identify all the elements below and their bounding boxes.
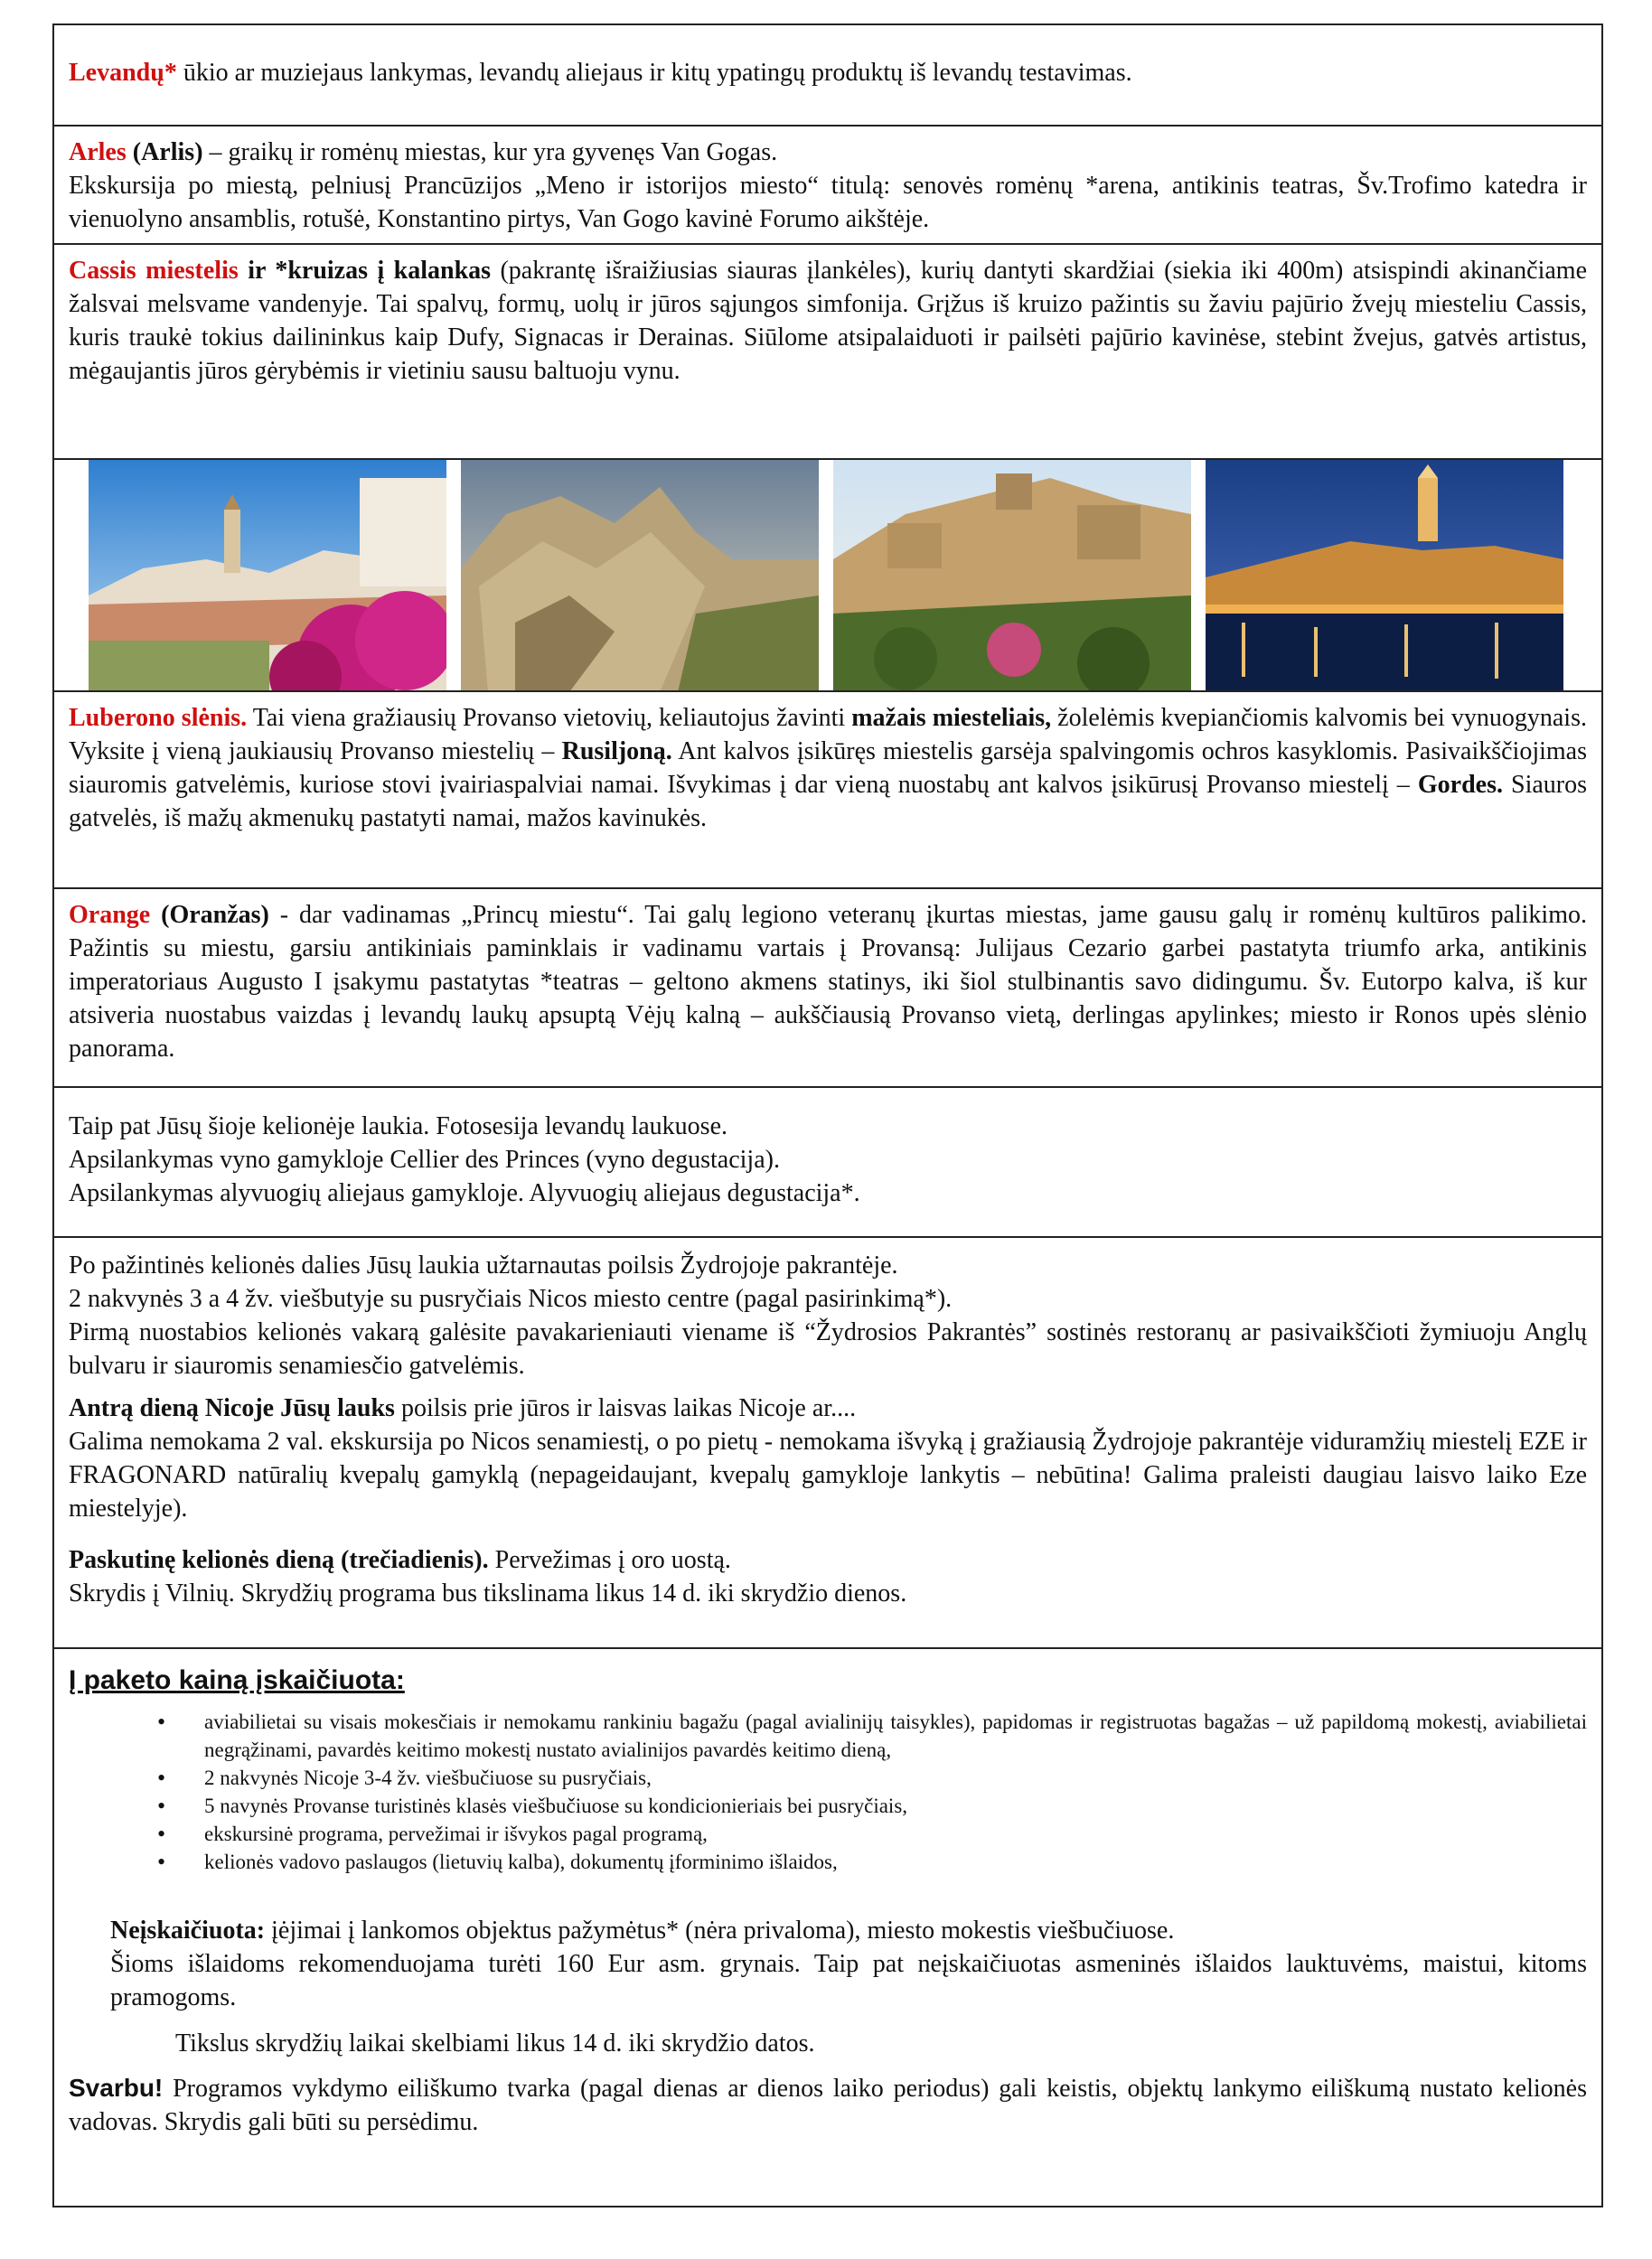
luberon-title: Luberono slėnis. [69,704,248,732]
important-text: Programos vykdymo eiliškumo tvarka (pagal dienas ar dienos laiko periodus) gali keistis, objektų lankymo eiliškumą nustato kelionės vadovas. Skrydis gali būti su persėdimu. [69,2075,1587,2136]
luberon-text4: Siauros gatvelės, iš mažų akmenukų pastatyti namai, mažos kavinukės. [69,771,1588,832]
cassis-section [52,243,1603,458]
luberon-bold1: mažais miesteliais, [851,704,1052,732]
nice-day2-text: poilsis prie jūros ir laisvas laikas Nicoje ar.... [394,1394,857,1422]
excluded-line [110,1914,1587,1947]
important-note [69,2071,1587,2139]
luberon-section [52,690,1603,887]
nice-line2: 2 nakvynės 3 a 4 žv. viešbutyje su pusryčiais Nicos miesto centre (pagal pasirinkimą*). [69,1285,953,1313]
nice-last-day [69,1543,1587,1577]
excluded-more: Šioms išlaidoms rekomenduojama turėti 160 Eur asm. grynais. Taip pat neįskaičiuotas asmeninės išlaidos lauktuvėms, maistui, kitoms pramogoms. [110,1950,1587,2011]
orange-section [52,887,1603,1086]
coastal-town-photo [89,460,446,690]
luberon-text1: Tai viena gražiausių Provanso vietovių, keliautojus žavinti [247,704,852,732]
photo-strip [52,458,1603,690]
nice-last-text: Pervežimas į oro uostą. [488,1546,731,1574]
included-item: • kelionės vadovo paslaugos (lietuvių kalba), dokumentų įforminimo išlaidos, [204,1848,1587,1876]
harbour-night-photo [1206,460,1563,690]
orange-title-alt: (Oranžas) [150,901,269,929]
also-line2: Apsilankymas vyno gamykloje Cellier des Princes (vyno degustacija). [69,1146,780,1174]
flight-times: Tikslus skrydžių laikai skelbiami likus 14 d. iki skrydžio datos. [175,2029,815,2057]
luberon-paragraph [69,701,1587,835]
nice-day2 [69,1392,1587,1425]
orange-paragraph [69,898,1587,1065]
arles-title-alt: (Arlis) [126,138,203,166]
nice-last-bold: Paskutinę kelionės dieną (trečiadienis). [69,1546,489,1574]
hilltop-village-photo [833,460,1191,690]
included-heading: Į paketo kainą įskaičiuota: [69,1665,405,1695]
luberon-text2: žolelėmis kvepiančiomis kalvomis bei vynuogynais. Vyksite į vieną jaukiausių Provanso miestelių – [69,704,1587,765]
lavender-title: Levandų* [69,59,177,87]
arles-title: Arles [69,138,127,166]
excluded-bold: Neįskaičiuota: [110,1917,266,1945]
document-page [52,23,1603,2207]
arles-line1 [69,136,1587,169]
nice-day2-bold: Antrą dieną Nicoje Jūsų lauks [69,1394,395,1422]
orange-title: Orange [69,901,151,929]
lavender-paragraph [69,56,1587,89]
arles-section [52,125,1603,243]
lavender-section [52,23,1603,125]
included-section [52,1647,1603,2207]
cassis-title: Cassis miestelis [69,257,239,285]
included-item: • 5 navynės Provanse turistinės klasės viešbučiuose su kondicionieriais bei pusryčiais, [204,1792,1587,1820]
included-item: • 2 nakvynės Nicoje 3-4 žv. viešbučiuose su pusryčiais, [204,1764,1587,1792]
nice-line1: Po pažintinės kelionės dalies Jūsų laukia užtarnautas poilsis Žydrojoje pakrantėje. [69,1251,898,1279]
arles-intro: – graikų ir romėnų miestas, kur yra gyvenęs Van Gogas. [202,138,778,166]
included-item: • aviabilietai su visais mokesčiais ir nemokamu rankiniu bagažu (pagal avialinijų taisykles), papidomas ir registruotas bagažas – už papildomą mokestį, aviabilietai negrąžinami, pavardės keitimo mokestį nustato avialinijos pavardės keitimo dieną, [204,1708,1587,1764]
arles-line2: Ekskursija po miestą, pelniusį Prancūzijos „Meno ir istorijos miesto“ titulą: senovės romėnų *arena, antikinis teatras, Šv.Trofimo katedra ir vienuolyno ansamblis, rotušė, Konstantino pirtys, Van Gogo kavinė Forumo aikštėje. [69,172,1587,233]
luberon-text3: Ant kalvos įsikūręs miestelis garsėja spalvingomis ochros kasyklomis. Pasivaikščiojimas siauromis gatvelėmis, kuriose stovi įvairiaspalviai namai. Išvykimas į dar vieną nuostabų ant kalvos įsikūrusį Provanso miestelį – [69,737,1587,799]
luberon-bold3: Gordes. [1417,771,1503,799]
also-line1: Taip pat Jūsų šioje kelionėje laukia. Fotosesija levandų laukuose. [69,1112,727,1140]
also-section [52,1086,1603,1236]
nice-flight: Skrydis į Vilnių. Skrydžių programa bus tikslinama likus 14 d. iki skrydžio dienos. [69,1579,907,1608]
lavender-text: ūkio ar muziejaus lankymas, levandų aliejaus ir kitų ypatingų produktų iš levandų testavimas. [176,59,1132,87]
also-line3: Apsilankymas alyvuogių aliejaus gamykloje. Alyvuogių aliejaus degustacija*. [69,1179,860,1207]
important-bold: Svarbu! [69,2074,164,2102]
orange-text: - dar vadinamas „Princų miestu“. Tai galų legiono veteranų įkurtas miestas, jame gausu galų ir romėnų kultūros palikimo. Pažintis su miestu, garsiu antikiniais paminklais ir vadinamu vartais į Provansą: Julijaus Cezario garbei pastatyta triumfo arka, antikinis imperatoriaus Augusto I įsakymu pastatytas *teatras – geltono akmens statinys, iki šiol stulbinantis savo didingumu. Šv. Eutorpo kalva, iš kur atsiveria nuostabus vaizdas į levandų laukų apsuptą Vėjų kalną – aukščiausią Provanso vietą, derlingas apylinkes; miesto ir Ronos upės slėnio panorama. [69,901,1587,1063]
rocky-ruins-photo [461,460,819,690]
cassis-bold: ir *kruizas į kalankas [238,257,492,285]
excluded-text: įėjimai į lankomos objektus pažymėtus* (nėra privaloma), miesto mokestis viešbučiuose. [265,1917,1175,1945]
nice-line3: Pirmą nuostabios kelionės vakarą galėsite pavakarieniauti viename iš “Žydrosios Pakrantės” sostinės restoranų ar pasivaikščioti žymiuoju Anglų bulvaru ir siauromis senamiesčio gatvelėmis. [69,1318,1587,1380]
nice-day2-more: Galima nemokama 2 val. ekskursija po Nicos senamiestį, o po pietų - nemokama išvyką į gražiausią Žydrojoje pakrantėje viduramžių miestelį EZE ir FRAGONARD natūralių kvepalų gamyklą (nepageidaujant, kvepalų gamykloje lankytis – nebūtina! Galima praleisti daugiau laisvo laiko Eze miestelyje). [69,1428,1587,1523]
included-list [69,1708,1587,1876]
nice-section [52,1236,1603,1647]
luberon-bold2: Rusiljoną. [561,737,672,765]
cassis-paragraph [69,254,1587,388]
cassis-text: (pakrantę išraižiusias siauras įlankėles), kurių dantyti skardžiai (siekia iki 400m) atsispindi akinančiame žalsvai melsvame vandenyje. Tai spalvų, formų, uolų ir jūros sąjungos simfonija. Grįžus iš kruizo pažintis su žaviu pajūrio žvejų miesteliu Cassis, kuris traukė tokius dailininkus kaip Dufy, Signacas ir Derainas. Siūlome atsipalaiduoti ir pailsėti pajūrio kavinėse, stebint žvejus, gatvės artistus, mėgaujantis jūros gėrybėmis ir vietiniu sausu baltuoju vynu. [69,257,1587,385]
included-item: • ekskursinė programa, pervežimai ir išvykos pagal programą, [204,1820,1587,1848]
excluded-block [69,1914,1587,2014]
